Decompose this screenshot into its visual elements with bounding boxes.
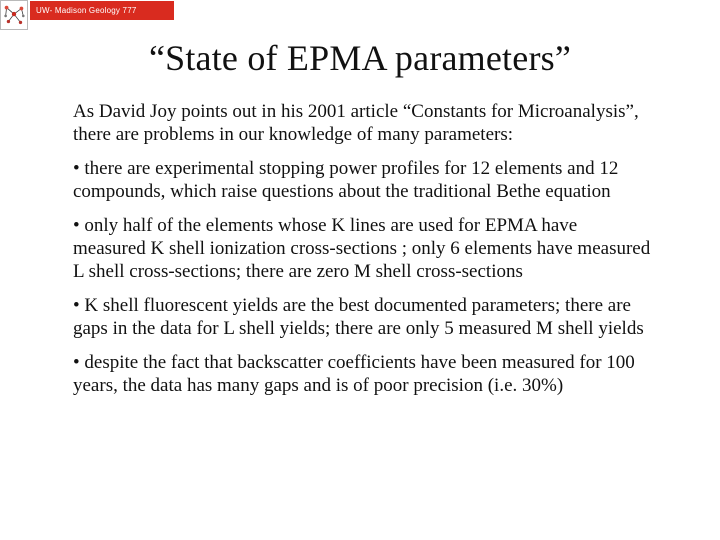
bullet-text: only half of the elements whose K lines are used for EPMA have measured K shell ionization cross-sections ; only 6 elements have measured L shell cross-sections; there are zero M shell cross-sections: [73, 215, 651, 282]
page-title: “State of EPMA parameters”: [148, 38, 572, 78]
bullet-icon: •: [73, 295, 80, 316]
bullet-text: there are experimental stopping power profiles for 12 elements and 12 compounds, which raise questions about the traditional Bethe equation: [73, 158, 619, 202]
bullet-item-stopping-power: [73, 157, 653, 203]
bullet-item-fluorescent-yields: [73, 294, 653, 340]
bullet-icon: •: [73, 158, 80, 179]
bullet-text: despite the fact that backscatter coefficients have been measured for 100 years, the data has many gaps and is of poor precision (i.e. 30%): [73, 352, 635, 396]
bullet-item-ionization: [73, 214, 653, 283]
bullet-text: K shell fluorescent yields are the best documented parameters; there are gaps in the data for L shell yields; there are only 5 measured M shell yields: [73, 295, 644, 339]
header-banner: UW- Madison Geology 777: [30, 1, 174, 20]
logo-icon: [0, 0, 28, 30]
bullet-icon: •: [73, 215, 80, 236]
atom-network-icon: [1, 1, 27, 29]
slide-content: [73, 100, 653, 408]
bullet-item-backscatter: [73, 351, 653, 397]
bullet-icon: •: [73, 352, 80, 373]
intro-paragraph: As David Joy points out in his 2001 article “Constants for Microanalysis”, there are problems in our knowledge of many parameters:: [73, 101, 639, 145]
